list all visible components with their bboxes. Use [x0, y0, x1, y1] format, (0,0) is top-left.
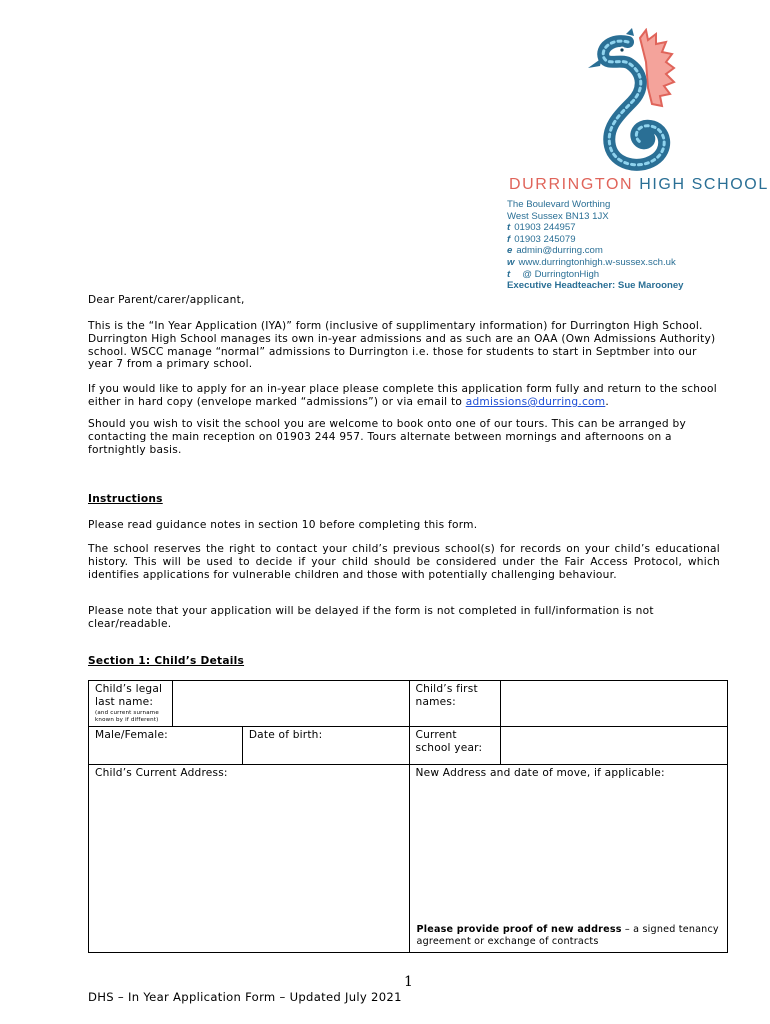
fax-line: [507, 234, 684, 246]
school-year-field[interactable]: [501, 727, 728, 765]
phone-number: 01903 244957: [514, 222, 576, 234]
instructions-heading: Instructions: [88, 493, 163, 505]
legal-last-name-note: (and current surname known by if different): [95, 710, 159, 723]
legal-last-name-field[interactable]: [172, 681, 409, 727]
instructions-records: The school reserves the right to contact your child’s previous school(s) for records on your child’s educational history. This will be used to decide if your child should be considered under the Fair Access Protocol, which identifies applications for vulnerable children and those with potentially challenging behaviour.: [88, 543, 720, 581]
admissions-email-link[interactable]: admissions@durring.com: [465, 395, 606, 408]
email-address[interactable]: admin@durring.com: [516, 245, 603, 257]
twitter-label: t: [507, 268, 511, 280]
fax-number: 01903 245079: [514, 233, 576, 245]
school-name: [509, 176, 769, 194]
proof-note-bold: Please provide proof of new address: [416, 924, 622, 935]
email-label: e: [507, 245, 513, 257]
new-address-label: New Address and date of move, if applicable:: [415, 767, 665, 779]
email-line: [507, 245, 684, 257]
footer-text: DHS – In Year Application Form – Updated July 2021: [88, 990, 402, 1004]
twitter-line: [507, 269, 684, 281]
website-link[interactable]: www.durringtonhigh.w-sussex.sch.uk: [518, 256, 676, 268]
legal-last-name-label: Child’s legal last name:: [95, 683, 163, 708]
intro-paragraph: This is the “In Year Application (IYA)” form (inclusive of supplimentary information) for Durrington High School. Durrington High School manages its own in-year admissions and as such are an OAA (Own Admissions Authority) school. WSCC manage “normal” admissions to Durrington i.e. those for students to start in Septmber into our year 7 from a primary school.: [88, 320, 716, 371]
phone-label: t: [507, 222, 511, 234]
male-female-field[interactable]: [89, 727, 243, 765]
current-address-label: Child’s Current Address:: [95, 767, 228, 779]
school-name-high-school: HIGH SCHOOL: [639, 176, 769, 193]
executive-headteacher: Executive Headteacher: Sue Marooney: [507, 280, 684, 292]
apply-paragraph: [88, 383, 720, 409]
first-names-label: Child’s first names:: [409, 681, 501, 727]
male-female-label: Male/Female:: [95, 729, 168, 741]
proof-note-rest: – a signed tenancy agreement or exchange of contracts: [416, 924, 719, 947]
first-names-field[interactable]: [501, 681, 728, 727]
page-number: 1: [404, 974, 413, 990]
twitter-handle[interactable]: @ DurringtonHigh: [522, 268, 600, 280]
proof-of-address-note: [417, 924, 721, 948]
apply-text-end: .: [605, 395, 609, 408]
contact-block: [507, 199, 684, 292]
phone-line: [507, 222, 684, 234]
tours-paragraph: Should you wish to visit the school you are welcome to book onto one of our tours. This can be arranged by contacting the main reception on 01903 244 957. Tours alternate between mornings and afternoons on a fortnightly basis.: [88, 418, 686, 456]
section1-heading: Section 1: Child’s Details: [88, 655, 245, 667]
new-address-field[interactable]: [409, 765, 727, 953]
greeting: Dear Parent/carer/applicant,: [88, 294, 245, 306]
legal-last-name-label-cell: [89, 681, 173, 727]
dob-field[interactable]: [242, 727, 409, 765]
instructions-delay: Please note that your application will be delayed if the form is not completed in full/information is not clear/readable.: [88, 605, 654, 630]
address-line-1: The Boulevard Worthing: [507, 199, 611, 210]
web-label: w: [507, 256, 515, 268]
dob-label: Date of birth:: [248, 729, 323, 741]
seahorse-logo: [582, 28, 682, 176]
address-line-2: West Sussex BN13 1JX: [507, 210, 609, 222]
school-name-durrington: DURRINGTON: [509, 176, 634, 193]
fax-label: f: [507, 233, 511, 245]
instructions-guidance: Please read guidance notes in section 10 before completing this form.: [88, 519, 478, 531]
current-address-field[interactable]: [89, 765, 410, 953]
web-line: [507, 257, 684, 269]
apply-text: If you would like to apply for an in-year place please complete this application form fully and return to the school either in hard copy (envelope marked “admissions”) or via email to: [88, 383, 717, 408]
child-details-table: [88, 680, 728, 953]
school-year-label: Current school year:: [409, 727, 501, 765]
